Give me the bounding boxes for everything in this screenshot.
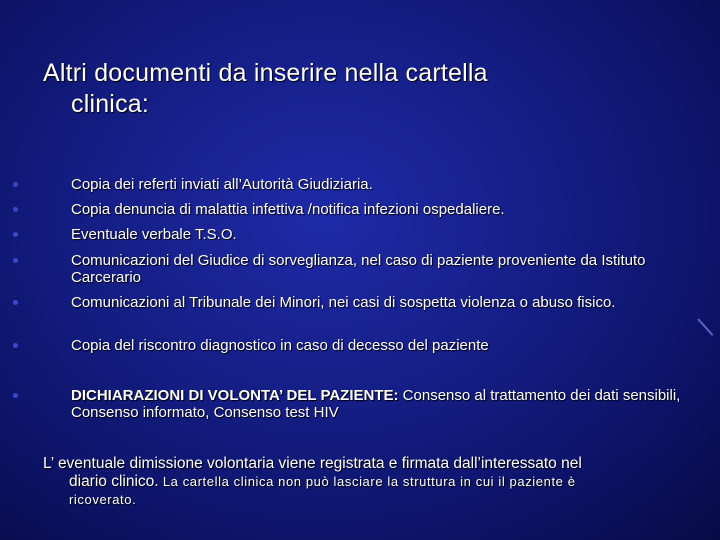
list-item — [71, 226, 686, 243]
decorative-line — [697, 318, 713, 336]
declaration-item — [71, 387, 686, 421]
list-item — [71, 176, 686, 193]
list-item-text: Eventuale verbale T.S.O. — [71, 226, 237, 243]
footer-line-2-start: diario clinico. — [69, 473, 159, 490]
slide-title — [43, 58, 683, 120]
list-item-text: Comunicazioni al Tribunale dei Minori, nei casi di sospetta violenza o abuso fisico. — [71, 294, 616, 311]
list-item-text: Comunicazioni del Giudice di sorveglianza, nel caso di paziente proveniente da Istituto Carcerario — [71, 252, 646, 286]
list-item — [71, 294, 686, 311]
footer-note — [43, 455, 683, 509]
bullet-icon — [13, 182, 18, 187]
bullet-icon — [13, 393, 18, 398]
list-item — [71, 252, 686, 286]
title-line-1: Altri documenti da inserire nella cartella — [43, 59, 488, 87]
bullet-icon — [13, 232, 18, 237]
bullet-icon — [13, 343, 18, 348]
footer-line-1: L’ eventuale dimissione volontaria viene registrata e firmata dall’interessato nel — [43, 455, 582, 472]
bullet-icon — [13, 207, 18, 212]
bullet-icon — [13, 300, 18, 305]
title-line-2: clinica: — [71, 90, 150, 118]
footer-line-2-small: La cartella clinica non può lasciare la struttura in cui il paziente è — [158, 474, 576, 489]
footer-line-3: ricoverato. — [69, 492, 137, 507]
list-item-text: Copia dei referti inviati all’Autorità Giudiziaria. — [71, 176, 373, 193]
declaration-heading: DICHIARAZIONI DI VOLONTA’ DEL PAZIENTE: — [71, 387, 399, 404]
list-item-text: Copia del riscontro diagnostico in caso di decesso del paziente — [71, 337, 489, 354]
list-item-text: Copia denuncia di malattia infettiva /notifica infezioni ospedaliere. — [71, 201, 505, 218]
declaration-text: Consenso al trattamento dei dati sensibili, Consenso informato, Consenso test HIV — [71, 387, 681, 421]
list-item — [71, 337, 686, 354]
list-item — [71, 201, 686, 218]
bullet-icon — [13, 258, 18, 263]
footer-line-2 — [43, 473, 683, 491]
